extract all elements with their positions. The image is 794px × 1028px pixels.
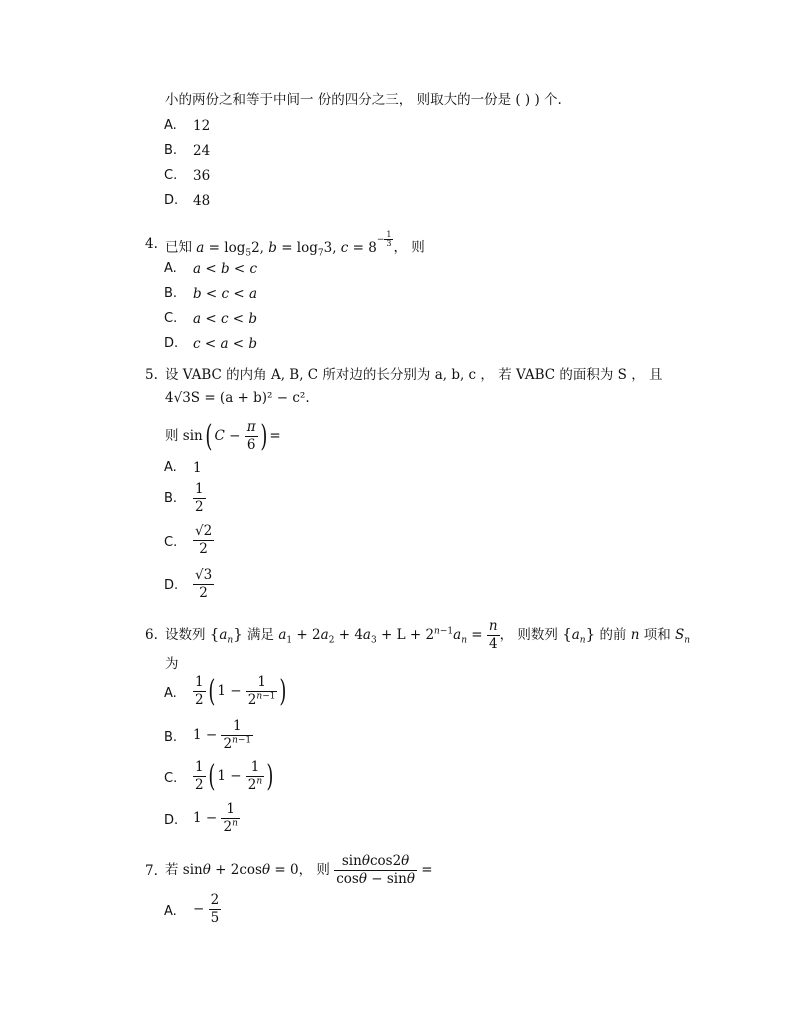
q3-continuation-text: 小的两份之和等于中间一 份的四分之三， 则取大的一份是 ( ) ) 个.: [165, 92, 562, 108]
q7-option-a-num: 2: [210, 892, 220, 908]
q7-stem: [165, 850, 433, 890]
q3-option-c-letter: C.: [164, 168, 178, 183]
q4-option-a-letter: A.: [164, 261, 177, 276]
q6-text-a: 设数列: [165, 627, 206, 643]
q6-seq-an: $\{a_n\}$: [209, 625, 243, 646]
q4-number: 4.: [145, 236, 158, 252]
q6-option-c-value: $\frac{1}{2}$ ( 1 − $\frac{1}{2^n}$ ): [195, 758, 274, 794]
q6-option-a-value: $\frac{1}{2}$ ( 1 − $\frac{1}{2^{n-1}}$ ): [195, 673, 287, 709]
q3-option-a-letter: A.: [164, 118, 177, 133]
q6-text-b: 满足: [247, 627, 275, 643]
q6-number: 6.: [145, 627, 158, 643]
q7-option-a-value: [193, 891, 221, 927]
q5-stem-line2: 4√3S = (a + b)² − c².: [165, 390, 310, 406]
q3-option-d-letter: D.: [164, 193, 179, 208]
q6-seq-an-2: $\{a_n\}$: [562, 625, 596, 646]
q6-option-d-value: 1 − $\frac{1}{2^n}$: [193, 801, 238, 835]
q4-option-b-value: b < c < a: [193, 286, 258, 302]
q5-stem-line1: 设 VABC 的内角 A, B, C 所对边的长分别为 a, b, c ， 若 VABC 的面积为 S ， 且: [165, 367, 663, 383]
q5-option-d-den: 2: [199, 585, 208, 601]
q5-option-a-letter: A.: [164, 460, 177, 475]
q4-option-c-value: a < c < b: [193, 311, 258, 327]
q4-option-d-value: c < a < b: [193, 336, 258, 352]
q5-stem-line3: [165, 418, 281, 454]
q6-text-d: 的前: [599, 627, 627, 643]
q6-n: n: [630, 627, 640, 643]
q7-middle: ， 则: [298, 862, 330, 878]
q3-option-c-value: 36: [193, 168, 211, 184]
q6-text-c: ， 则数列: [499, 627, 558, 643]
q4-option-c-letter: C.: [164, 311, 178, 326]
q5-option-c-value: [193, 523, 214, 558]
q6-option-d-letter: D.: [164, 813, 179, 828]
q3-option-b-value: 24: [193, 143, 211, 159]
q4-stem: [165, 230, 425, 259]
q5-option-d-value: [193, 567, 214, 602]
q4-formula: $a = \log_52$, $b = \log_73$, $c = 8^{- \frac{1}{3}}$: [196, 230, 392, 259]
q3-option-b-letter: B.: [164, 143, 178, 158]
q6-text-e: 项和: [643, 627, 671, 643]
q6-option-b-letter: B.: [164, 730, 178, 745]
q4-option-d-letter: D.: [164, 336, 179, 351]
q4-prefix: 已知: [165, 239, 192, 256]
q5-option-c-num: √2: [195, 523, 213, 539]
q6-stem-line1: [165, 616, 690, 653]
q7-prefix: 若: [165, 862, 179, 878]
q6-sn: $S_n$: [675, 627, 691, 646]
q5-formula: sin( C − $\frac{\pi}{6}$ ) =: [182, 418, 281, 454]
q5-option-d-letter: D.: [164, 578, 179, 593]
q5-option-b-value: [193, 481, 206, 516]
q6-option-b-value: 1 − $\frac{1}{2^{n-1}}$: [193, 718, 252, 752]
q7-option-a-sign: −: [193, 901, 205, 917]
q7-formula-b: $\frac{\sin\theta\cos 2\theta}{\cos\theta - \sin\theta}$ =: [336, 853, 433, 887]
q7-option-a-den: 5: [210, 910, 220, 926]
q6-stem-line2: 为: [165, 656, 179, 672]
q5-option-b-num: 1: [195, 481, 204, 497]
q6-option-a-letter: A.: [164, 686, 177, 701]
q5-number: 5.: [145, 367, 158, 383]
q3-option-d-value: 48: [193, 193, 211, 209]
q4-option-b-letter: B.: [164, 286, 178, 301]
q7-option-a-letter: A.: [164, 904, 177, 919]
q4-option-a-value: a < b < c: [193, 261, 258, 277]
q5-option-b-den: 2: [195, 499, 204, 515]
q5-option-d-num: √3: [195, 567, 213, 583]
q7-number: 7.: [145, 863, 158, 879]
q5-option-b-letter: B.: [164, 491, 178, 506]
q3-option-a-value: 12: [193, 118, 211, 134]
q5-option-c-letter: C.: [164, 535, 178, 550]
q5-option-c-den: 2: [199, 541, 208, 557]
q5-prefix: 则: [165, 428, 179, 444]
q6-formula: $a_1 + 2a_2 + 4a_3 + L + 2^{n-1}a_n$ = $\frac{n}{4}$: [278, 618, 498, 652]
q4-suffix: ， 则: [393, 239, 425, 256]
q5-option-a-value: 1: [193, 460, 202, 476]
q7-formula-a: sinθ + 2cosθ = 0: [182, 862, 299, 878]
q6-option-c-letter: C.: [164, 771, 178, 786]
